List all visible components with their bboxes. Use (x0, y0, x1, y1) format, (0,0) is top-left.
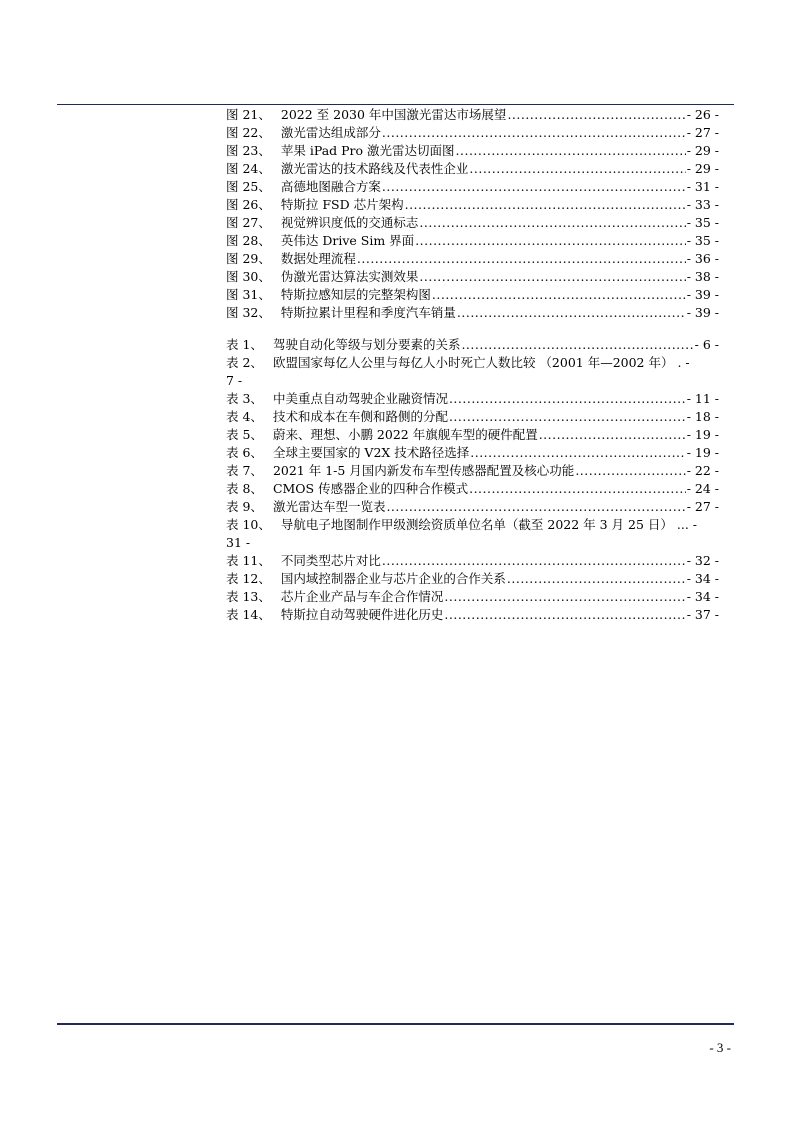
entry-label: 图 27、 (226, 215, 271, 230)
entry-label: 表 14、 (226, 607, 271, 622)
entry-title: 特斯拉感知层的完整架构图 (280, 287, 431, 302)
entry-label: 表 4、 (226, 409, 263, 424)
entry-page: - 38 - (686, 269, 719, 284)
dot-leader (457, 304, 686, 322)
entry-label: 图 26、 (226, 197, 271, 212)
entry-title: 2022 至 2030 年中国激光雷达市场展望 (280, 107, 507, 122)
entry-label: 图 23、 (226, 143, 271, 158)
entry-label: 图 22、 (226, 125, 271, 140)
entry-label: 图 32、 (226, 305, 271, 320)
entry-title: 激光雷达的技术路线及代表性企业 (280, 161, 469, 176)
entry-page: - 37 - (686, 607, 719, 622)
dot-leader (357, 250, 686, 268)
entry-label: 表 1、 (226, 337, 263, 352)
entry-label: 表 8、 (226, 481, 263, 496)
entry-page: - 6 - (694, 337, 719, 352)
entry-label: 表 9、 (226, 499, 263, 514)
entry-title: 国内域控制器企业与芯片企业的合作关系 (280, 571, 506, 586)
figure-entry[interactable] (226, 142, 719, 160)
dot-leader (444, 588, 685, 606)
entry-page: ... - (676, 517, 698, 532)
entry-title: 驾驶自动化等级与划分要素的关系 (272, 337, 461, 352)
entry-title: 芯片企业产品与车企合作情况 (280, 589, 444, 604)
table-entry[interactable] (226, 570, 719, 588)
entry-label: 图 21、 (226, 107, 271, 122)
entry-title: 欧盟国家每亿人公里与每亿人小时死亡人数比较 （2001 年—2002 年） (272, 355, 674, 370)
entry-label: 表 3、 (226, 391, 263, 406)
entry-label: 表 13、 (226, 589, 271, 604)
entry-page: - 22 - (686, 463, 719, 478)
dot-leader (469, 480, 686, 498)
figure-entry[interactable] (226, 124, 719, 142)
table-entry[interactable] (226, 498, 719, 516)
table-entry[interactable] (226, 426, 719, 444)
entry-title: 蔚来、理想、小鹏 2022 年旗舰车型的硬件配置 (272, 427, 538, 442)
entry-page: - 33 - (686, 197, 719, 212)
figure-entry[interactable] (226, 106, 719, 124)
dot-leader (415, 232, 686, 250)
entry-page: - 34 - (686, 589, 719, 604)
entry-title: 特斯拉自动驾驶硬件进化历史 (280, 607, 444, 622)
entry-title: CMOS 传感器企业的四种合作模式 (272, 481, 469, 496)
dot-leader (432, 286, 686, 304)
table-entry[interactable] (226, 588, 719, 606)
entry-label: 表 7、 (226, 463, 263, 478)
entry-title: 激光雷达组成部分 (280, 125, 381, 140)
entry-label: 图 31、 (226, 287, 271, 302)
dot-leader (386, 498, 685, 516)
entry-title: 技术和成本在车侧和路侧的分配 (272, 409, 448, 424)
dot-leader (539, 426, 686, 444)
figure-entry[interactable] (226, 160, 719, 178)
dot-leader (449, 390, 686, 408)
table-entry[interactable] (226, 462, 719, 480)
entry-label: 图 29、 (226, 251, 271, 266)
entry-label: 表 12、 (226, 571, 271, 586)
figure-list (226, 106, 719, 322)
table-entry[interactable] (226, 552, 719, 570)
dot-leader (507, 106, 685, 124)
entry-page: - 36 - (686, 251, 719, 266)
figure-entry[interactable] (226, 268, 719, 286)
figure-entry[interactable] (226, 214, 719, 232)
entry-title: 特斯拉累计里程和季度汽车销量 (280, 305, 456, 320)
entry-title: 不同类型芯片对比 (280, 553, 381, 568)
entry-label: 表 2、 (226, 355, 263, 370)
table-list (226, 336, 719, 624)
entry-label: 图 28、 (226, 233, 271, 248)
dot-leader (405, 196, 686, 214)
entry-page: - 26 - (686, 107, 719, 122)
page-number: - 3 - (709, 1040, 731, 1055)
entry-label: 表 6、 (226, 445, 263, 460)
table-entry[interactable] (226, 408, 719, 426)
entry-label: 表 5、 (226, 427, 263, 442)
dot-leader (575, 462, 685, 480)
entry-label: 表 10、 (226, 517, 271, 532)
table-entry[interactable] (226, 606, 719, 624)
entry-page: - 18 - (686, 409, 719, 424)
figure-entry[interactable] (226, 178, 719, 196)
dot-leader (382, 124, 686, 142)
entry-page: - 24 - (686, 481, 719, 496)
entry-title: 中美重点自动驾驶企业融资情况 (272, 391, 448, 406)
entry-page: - 11 - (686, 391, 719, 406)
entry-title: 2021 年 1-5 月国内新发布车型传感器配置及核心功能 (272, 463, 575, 478)
entry-title: 视觉辨识度低的交通标志 (280, 215, 419, 230)
entry-page: - 27 - (686, 499, 719, 514)
dot-leader (461, 336, 693, 354)
table-entry[interactable] (226, 516, 719, 552)
dot-leader (470, 444, 685, 462)
entry-page: - 31 - (686, 179, 719, 194)
entry-page: - 34 - (686, 571, 719, 586)
entry-page-continued: 31 - (226, 535, 251, 550)
entry-page: - 29 - (686, 143, 719, 158)
entry-title: 苹果 iPad Pro 激光雷达切面图 (280, 143, 455, 158)
header-rule (57, 104, 734, 105)
figure-entry[interactable] (226, 232, 719, 250)
entry-page: - 19 - (686, 427, 719, 442)
entry-title: 导航电子地图制作甲级测绘资质单位名单（截至 2022 年 3 月 25 日） (280, 517, 673, 532)
entry-page: - 32 - (686, 553, 719, 568)
entry-title: 激光雷达车型一览表 (272, 499, 386, 514)
entry-page: - 39 - (686, 287, 719, 302)
entry-page: - 39 - (686, 305, 719, 320)
section-gap (226, 322, 719, 336)
entry-page: - 27 - (686, 125, 719, 140)
entry-page: - 35 - (686, 215, 719, 230)
dot-leader (382, 552, 686, 570)
dot-leader (449, 408, 686, 426)
dot-leader (419, 268, 685, 286)
figure-entry[interactable] (226, 250, 719, 268)
table-entry[interactable] (226, 480, 719, 498)
table-entry[interactable] (226, 354, 719, 390)
entry-title: 全球主要国家的 V2X 技术路径选择 (272, 445, 470, 460)
figure-entry[interactable] (226, 304, 719, 322)
entry-title: 特斯拉 FSD 芯片架构 (280, 197, 404, 212)
entry-label: 表 11、 (226, 553, 271, 568)
dot-leader (382, 178, 686, 196)
entry-page: - 29 - (686, 161, 719, 176)
entry-label: 图 25、 (226, 179, 271, 194)
entry-title: 高德地图融合方案 (280, 179, 381, 194)
dot-leader (444, 606, 685, 624)
entry-page-continued: 7 - (226, 373, 243, 388)
entry-title: 伪激光雷达算法实测效果 (280, 269, 419, 284)
table-entry[interactable] (226, 390, 719, 408)
entry-page: - 35 - (686, 233, 719, 248)
entry-title: 数据处理流程 (280, 251, 356, 266)
entry-label: 图 24、 (226, 161, 271, 176)
table-of-contents (226, 106, 719, 624)
table-entry[interactable] (226, 444, 719, 462)
entry-page: - 19 - (686, 445, 719, 460)
dot-leader (456, 142, 686, 160)
figure-entry[interactable] (226, 196, 719, 214)
entry-page: . - (677, 355, 690, 370)
dot-leader (507, 570, 686, 588)
table-entry[interactable] (226, 336, 719, 354)
dot-leader (419, 214, 685, 232)
entry-title: 英伟达 Drive Sim 界面 (280, 233, 415, 248)
dot-leader (469, 160, 685, 178)
entry-label: 图 30、 (226, 269, 271, 284)
figure-entry[interactable] (226, 286, 719, 304)
footer-rule (57, 1023, 734, 1025)
